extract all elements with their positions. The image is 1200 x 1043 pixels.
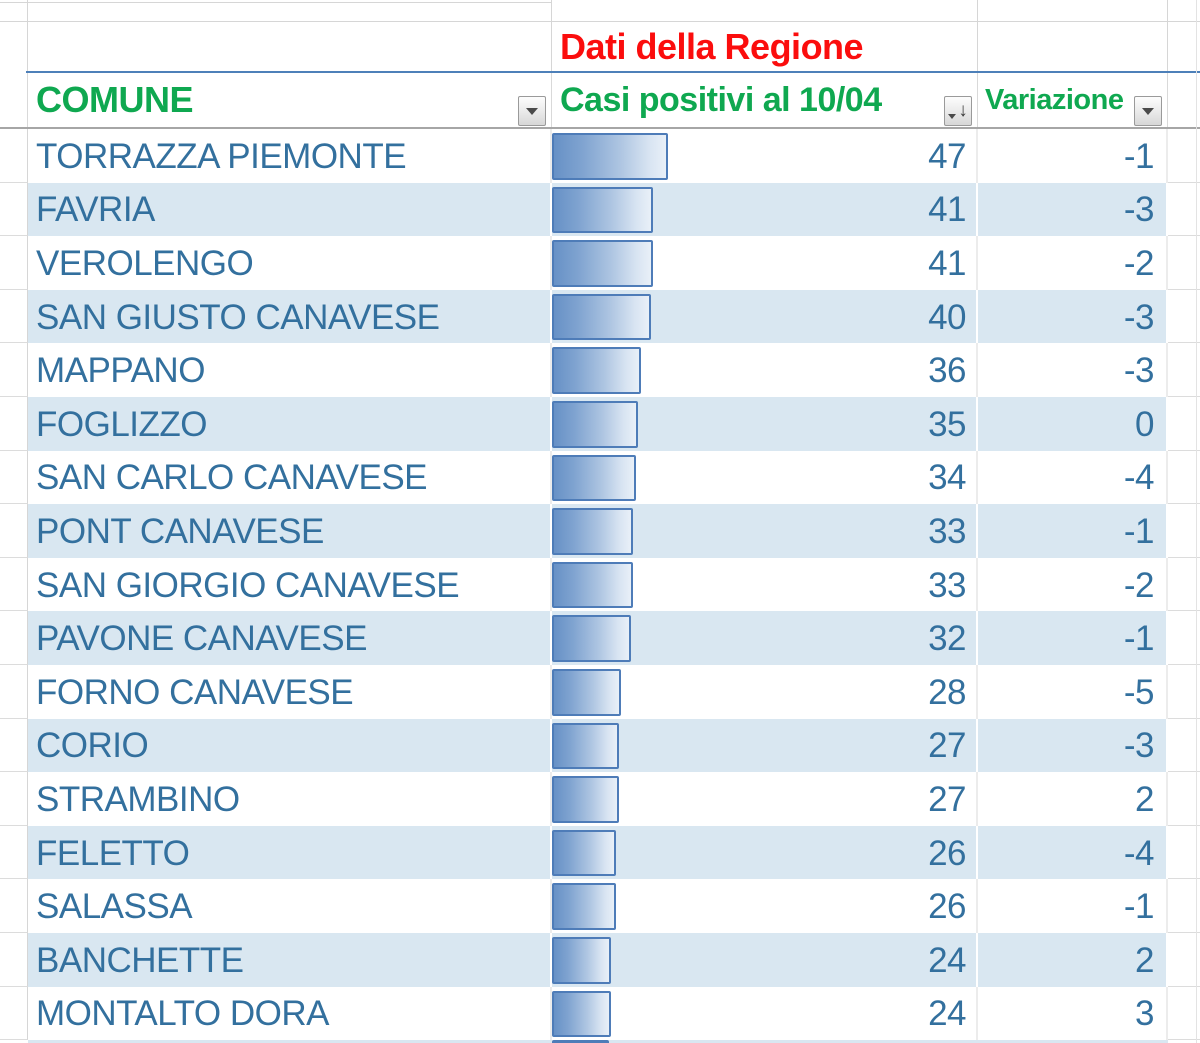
comune-cell[interactable]: [28, 183, 552, 237]
data-bar: [552, 294, 651, 341]
empty-grid-row: [0, 0, 1200, 22]
comune-name: SAN CARLO CANAVESE: [36, 458, 428, 498]
variazione-value: -4: [1123, 833, 1154, 873]
grid-cell[interactable]: [0, 73, 28, 127]
grid-cell[interactable]: [0, 343, 28, 397]
comune-cell[interactable]: [28, 879, 552, 933]
comune-cell[interactable]: [28, 719, 552, 773]
casi-value: 36: [928, 351, 966, 391]
grid-cell[interactable]: [0, 558, 28, 612]
comune-cell[interactable]: [28, 933, 552, 987]
variazione-value: -1: [1123, 887, 1154, 927]
variazione-cell[interactable]: [978, 451, 1168, 505]
table-row: [0, 397, 1200, 451]
data-bar: [552, 455, 636, 502]
casi-cell[interactable]: [552, 236, 978, 290]
comune-cell[interactable]: [28, 558, 552, 612]
table-row: [0, 611, 1200, 665]
comune-name: FAVRIA: [36, 190, 155, 230]
variazione-cell[interactable]: [978, 504, 1168, 558]
casi-value: 24: [928, 994, 966, 1034]
table-row: [0, 879, 1200, 933]
gridline: [1196, 0, 1197, 1043]
variazione-value: -3: [1123, 351, 1154, 391]
comune-name: VEROLENGO: [36, 243, 254, 283]
grid-cell[interactable]: [0, 183, 28, 237]
comune-cell[interactable]: [28, 665, 552, 719]
grid-cell[interactable]: [0, 504, 28, 558]
filter-dropdown-icon: [1142, 108, 1154, 115]
casi-value: 40: [928, 297, 966, 337]
grid-cell[interactable]: [0, 826, 28, 880]
comune-name: FORNO CANAVESE: [36, 672, 354, 712]
casi-value: 33: [928, 565, 966, 605]
grid-cell[interactable]: [0, 397, 28, 451]
grid-cell[interactable]: [0, 290, 28, 344]
table-row: [0, 987, 1200, 1041]
data-bar: [552, 723, 619, 770]
comune-name: SAN GIORGIO CANAVESE: [36, 565, 460, 605]
comune-name: MAPPANO: [36, 351, 205, 391]
comune-cell[interactable]: [28, 826, 552, 880]
comune-name: MONTALTO DORA: [36, 994, 329, 1034]
comune-name: PAVONE CANAVESE: [36, 619, 367, 659]
grid-cell[interactable]: [0, 0, 28, 22]
casi-value: 33: [928, 511, 966, 551]
header-cell-variazione[interactable]: [978, 73, 1168, 127]
comune-name: TORRAZZA PIEMONTE: [36, 136, 407, 176]
casi-value: 26: [928, 887, 966, 927]
variazione-value: 2: [1135, 940, 1154, 980]
data-bar: [552, 883, 616, 930]
casi-header-label: Casi positivi al 10/04: [560, 80, 882, 119]
variazione-cell[interactable]: [978, 129, 1168, 183]
comune-name: SALASSA: [36, 887, 193, 927]
data-bar: [552, 562, 633, 609]
region-data-title: Dati della Regione: [560, 25, 864, 67]
variazione-cell[interactable]: [978, 290, 1168, 344]
grid-cell[interactable]: [28, 0, 552, 22]
variazione-value: -1: [1123, 619, 1154, 659]
variazione-value: 2: [1135, 779, 1154, 819]
casi-cell[interactable]: [552, 290, 978, 344]
grid-cell[interactable]: [0, 665, 28, 719]
casi-value: 28: [928, 672, 966, 712]
variazione-value: 3: [1135, 994, 1154, 1034]
table-body: [0, 129, 1200, 1040]
variazione-cell[interactable]: [978, 611, 1168, 665]
grid-cell[interactable]: [0, 719, 28, 773]
grid-cell[interactable]: [978, 0, 1168, 22]
variazione-cell[interactable]: [978, 826, 1168, 880]
variazione-cell[interactable]: [978, 772, 1168, 826]
variazione-value: -2: [1123, 243, 1154, 283]
variazione-value: 0: [1135, 404, 1154, 444]
header-cell-comune[interactable]: [28, 73, 552, 127]
casi-value: 41: [928, 190, 966, 230]
casi-value: 32: [928, 619, 966, 659]
casi-value: 24: [928, 940, 966, 980]
variazione-cell[interactable]: [978, 879, 1168, 933]
table-row: [0, 129, 1200, 183]
casi-value: 26: [928, 833, 966, 873]
casi-cell[interactable]: [552, 183, 978, 237]
variazione-cell[interactable]: [978, 343, 1168, 397]
grid-cell[interactable]: [0, 879, 28, 933]
comune-cell[interactable]: [28, 236, 552, 290]
gridline: [0, 2, 552, 3]
comune-name: BANCHETTE: [36, 940, 244, 980]
grid-cell[interactable]: [0, 451, 28, 505]
data-bar: [552, 615, 631, 662]
table-row: [0, 236, 1200, 290]
casi-cell[interactable]: [552, 611, 978, 665]
data-bar: [552, 508, 633, 555]
data-bar: [552, 240, 653, 287]
table-row: [0, 183, 1200, 237]
table-row: [0, 719, 1200, 773]
casi-cell[interactable]: [552, 826, 978, 880]
table-row: [0, 343, 1200, 397]
variazione-value: -2: [1123, 565, 1154, 605]
grid-cell[interactable]: [0, 933, 28, 987]
variazione-cell[interactable]: [978, 236, 1168, 290]
table-row: [0, 290, 1200, 344]
casi-cell[interactable]: [552, 665, 978, 719]
table-row: [0, 451, 1200, 505]
comune-cell[interactable]: [28, 129, 552, 183]
comune-name: FELETTO: [36, 833, 190, 873]
grid-cell[interactable]: [0, 611, 28, 665]
variazione-cell[interactable]: [978, 987, 1168, 1041]
variazione-value: -1: [1123, 511, 1154, 551]
comune-cell[interactable]: [28, 343, 552, 397]
comune-name: SAN GIUSTO CANAVESE: [36, 297, 440, 337]
header-cell-casi[interactable]: [552, 73, 978, 127]
data-bar: [552, 991, 611, 1038]
variazione-value: -4: [1123, 458, 1154, 498]
data-bar: [552, 830, 616, 877]
casi-value: 47: [928, 136, 966, 176]
data-bar: [552, 347, 641, 394]
table-row: [0, 558, 1200, 612]
comune-cell[interactable]: [28, 451, 552, 505]
variazione-cell[interactable]: [978, 558, 1168, 612]
grid-cell[interactable]: [552, 22, 978, 71]
table-row: [0, 826, 1200, 880]
table-row: [0, 772, 1200, 826]
filter-dropdown-icon: [526, 108, 538, 115]
comune-cell[interactable]: [28, 504, 552, 558]
grid-cell[interactable]: [0, 772, 28, 826]
casi-cell[interactable]: [552, 129, 978, 183]
casi-value: 27: [928, 726, 966, 766]
casi-value: 35: [928, 404, 966, 444]
variazione-header-label: Variazione: [985, 83, 1124, 116]
region-title-row: [0, 22, 1200, 71]
filter-dropdown-icon: [948, 114, 956, 119]
casi-cell[interactable]: [552, 451, 978, 505]
comune-name: PONT CANAVESE: [36, 511, 324, 551]
casi-cell[interactable]: [552, 933, 978, 987]
table-row: [0, 665, 1200, 719]
data-bar: [552, 669, 621, 716]
grid-cell[interactable]: [28, 22, 552, 71]
casi-cell[interactable]: [552, 987, 978, 1041]
casi-cell[interactable]: [552, 558, 978, 612]
variazione-filter-button[interactable]: [1134, 96, 1162, 126]
data-bar: [552, 133, 668, 180]
data-bar: [552, 401, 638, 448]
variazione-cell[interactable]: [978, 183, 1168, 237]
variazione-value: -5: [1123, 672, 1154, 712]
casi-cell[interactable]: [552, 719, 978, 773]
comune-cell[interactable]: [28, 397, 552, 451]
grid-cell[interactable]: [0, 22, 28, 71]
casi-cell[interactable]: [552, 397, 978, 451]
variazione-cell[interactable]: [978, 665, 1168, 719]
grid-cell[interactable]: [0, 236, 28, 290]
comune-header-label: COMUNE: [36, 79, 193, 120]
variazione-value: -3: [1123, 726, 1154, 766]
grid-cell[interactable]: [0, 987, 28, 1041]
casi-value: 41: [928, 243, 966, 283]
variazione-cell[interactable]: [978, 933, 1168, 987]
table-row: [0, 504, 1200, 558]
grid-cell[interactable]: [552, 0, 978, 22]
data-bar: [552, 937, 611, 984]
variazione-cell[interactable]: [978, 719, 1168, 773]
variazione-value: -1: [1123, 136, 1154, 176]
variazione-value: -3: [1123, 190, 1154, 230]
comune-cell[interactable]: [28, 772, 552, 826]
data-bar: [552, 776, 619, 823]
comune-filter-button[interactable]: [518, 96, 546, 126]
casi-cell[interactable]: [552, 343, 978, 397]
grid-cell[interactable]: [0, 129, 28, 183]
casi-value: 27: [928, 779, 966, 819]
casi-cell[interactable]: [552, 879, 978, 933]
comune-cell[interactable]: [28, 611, 552, 665]
table-row: [0, 933, 1200, 987]
variazione-cell[interactable]: [978, 397, 1168, 451]
comune-cell[interactable]: [28, 987, 552, 1041]
grid-cell[interactable]: [978, 22, 1168, 71]
comune-name: CORIO: [36, 726, 149, 766]
comune-name: STRAMBINO: [36, 779, 240, 819]
sort-descending-icon: ↓: [958, 99, 968, 121]
comune-name: FOGLIZZO: [36, 404, 207, 444]
casi-cell[interactable]: [552, 504, 978, 558]
variazione-value: -3: [1123, 297, 1154, 337]
casi-sort-filter-button[interactable]: [944, 96, 972, 126]
table-header-row: [0, 73, 1200, 127]
casi-value: 34: [928, 458, 966, 498]
casi-cell[interactable]: [552, 772, 978, 826]
comune-cell[interactable]: [28, 290, 552, 344]
data-bar: [552, 187, 653, 234]
